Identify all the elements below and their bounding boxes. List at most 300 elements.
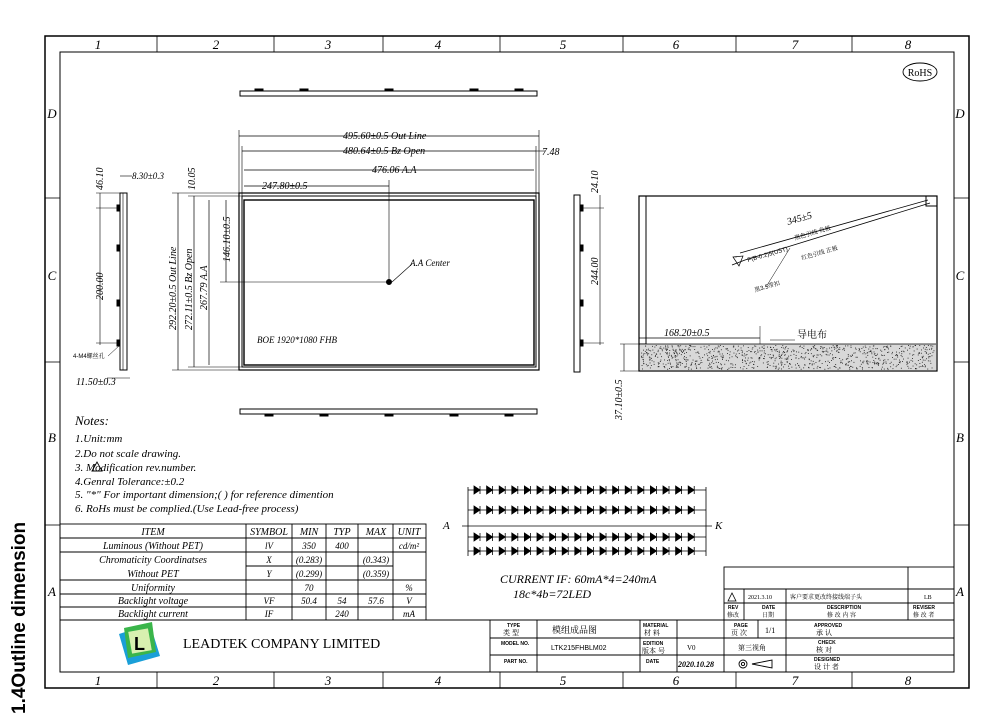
stipple-dot [729,368,730,369]
stipple-dot [672,347,673,348]
stipple-dot [718,352,719,353]
stipple-dot [934,350,935,351]
stipple-dot [712,368,713,369]
spec-cell: Backlight voltage [117,596,189,607]
grid-col-label: 8 [904,37,912,52]
stipple-dot [833,345,834,346]
stipple-dot [804,364,805,365]
material-label-en: MATERIAL [643,623,669,629]
stipple-dot [668,356,669,357]
stipple-dot [722,357,723,358]
rev-header-desc-cn: 修 改 内 容 [827,613,857,619]
right-middle: 244.00 [590,257,601,285]
stipple-dot [754,352,755,353]
grid-col-label: 4 [434,673,442,688]
stipple-dot [721,349,722,350]
led-diode [587,533,593,541]
stipple-dot [874,352,875,353]
stipple-dot [831,360,832,361]
stipple-dot [643,363,644,364]
spec-header-cell: ITEM [141,527,165,538]
stipple-dot [918,360,919,361]
stipple-dot [864,350,865,351]
spec-cell: 400 [335,541,349,551]
stipple-dot [829,362,830,363]
stipple-dot [697,361,698,362]
stipple-dot [659,363,660,364]
stipple-dot [723,357,724,358]
stipple-dot [925,351,926,352]
spec-cell: X [266,555,272,565]
stipple-dot [776,351,777,352]
stipple-dot [868,349,869,350]
stipple-dot [839,352,840,353]
stipple-dot [742,360,743,361]
stipple-dot [892,352,893,353]
led-diode [550,547,556,555]
stipple-dot [843,348,844,349]
led-diode [537,506,543,514]
stipple-dot [776,349,777,350]
stipple-dot [726,348,727,349]
stipple-dot [847,358,848,359]
stipple-dot [771,357,772,358]
stipple-dot [925,360,926,361]
stipple-dot [822,351,823,352]
stipple-dot [829,348,830,349]
stipple-dot [704,354,705,355]
stipple-dot [780,356,781,357]
check-en: CHECK [818,640,836,646]
stipple-dot [642,369,643,370]
stipple-dot [719,352,720,353]
spec-cell: V [406,596,412,606]
stipple-dot [706,353,707,354]
stipple-dot [861,364,862,365]
stipple-dot [691,364,692,365]
led-diode [587,486,593,494]
stipple-dot [737,357,738,358]
stipple-dot [826,351,827,352]
stipple-dot [923,360,924,361]
stipple-dot [851,356,852,357]
stipple-dot [860,366,861,367]
stipple-dot [932,368,933,369]
stipple-dot [876,355,877,356]
stipple-dot [803,348,804,349]
stipple-dot [665,349,666,350]
stipple-dot [719,368,720,369]
stipple-dot [839,358,840,359]
stipple-dot [757,350,758,351]
stipple-dot [846,359,847,360]
back-bottom-offset: 37.10±0.5 [614,379,625,420]
stipple-dot [930,363,931,364]
stipple-dot [919,345,920,346]
stipple-dot [932,346,933,347]
type-value: 模组成品图 [552,625,598,635]
stipple-dot [781,361,782,362]
stipple-dot [642,365,643,366]
led-diode [587,547,593,555]
stipple-dot [809,359,810,360]
stipple-dot [874,363,875,364]
stipple-dot [676,356,677,357]
stipple-dot [871,353,872,354]
stipple-dot [691,369,692,370]
stipple-dot [787,359,788,360]
stipple-dot [848,354,849,355]
stipple-dot [856,357,857,358]
stipple-dot [922,357,923,358]
stipple-dot [695,363,696,364]
stipple-dot [826,354,827,355]
designed-cn: 设 计 者 [814,664,839,671]
stipple-dot [666,350,667,351]
stipple-dot [744,366,745,367]
stipple-dot [930,361,931,362]
stipple-dot [699,356,700,357]
stipple-dot [696,367,697,368]
led-diode [550,486,556,494]
stipple-dot [757,366,758,367]
stipple-dot [646,350,647,351]
left-top-offset: 46.10 [95,167,106,190]
stipple-dot [890,366,891,367]
stipple-dot [695,361,696,362]
stipple-dot [882,367,883,368]
stipple-dot [852,355,853,356]
stipple-dot [784,364,785,365]
stipple-dot [813,368,814,369]
stipple-dot [907,364,908,365]
stipple-dot [733,346,734,347]
stipple-dot [762,350,763,351]
led-diode [575,547,581,555]
stipple-dot [848,356,849,357]
stipple-dot [788,366,789,367]
rev-header-rev-cn: 修改 [727,613,740,619]
stipple-dot [667,369,668,370]
stipple-dot [672,358,673,359]
stipple-dot [909,353,910,354]
stipple-dot [921,350,922,351]
stipple-dot [710,353,711,354]
stipple-dot [749,350,750,351]
stipple-dot [797,363,798,364]
stipple-dot [834,347,835,348]
led-diode [524,486,530,494]
stipple-dot [865,346,866,347]
dim-top-gap: 10.05 [187,167,198,190]
stipple-dot [887,347,888,348]
grid-col-label: 3 [324,37,332,52]
stipple-dot [929,356,930,357]
stipple-dot [866,361,867,362]
stipple-dot [877,348,878,349]
stipple-dot [763,348,764,349]
stipple-dot [783,348,784,349]
stipple-dot [700,368,701,369]
led-diode [575,486,581,494]
stipple-dot [736,354,737,355]
stipple-dot [886,346,887,347]
stipple-dot [692,362,693,363]
stipple-dot [678,345,679,346]
stipple-dot [708,365,709,366]
stipple-dot [798,358,799,359]
stipple-dot [884,359,885,360]
stipple-dot [888,359,889,360]
stipple-dot [728,360,729,361]
led-diode [562,486,568,494]
stipple-dot [860,360,861,361]
stipple-dot [819,367,820,368]
led-diode [600,486,606,494]
stipple-dot [713,363,714,364]
stipple-dot [669,353,670,354]
stipple-dot [924,345,925,346]
stipple-dot [925,349,926,350]
stipple-dot [823,348,824,349]
stipple-dot [926,353,927,354]
page-value: 1/1 [765,626,776,635]
stipple-dot [696,361,697,362]
stipple-dot [729,354,730,355]
led-diode [663,547,669,555]
stipple-dot [776,357,777,358]
led-count: 18c*4b=72LED [513,587,592,601]
spec-cell: VF [263,596,275,606]
stipple-dot [715,347,716,348]
stipple-dot [915,345,916,346]
designed-en: DESIGNED [814,657,841,663]
stipple-dot [875,358,876,359]
grid-col-label: 6 [672,37,680,52]
stipple-dot [649,357,650,358]
stipple-dot [641,356,642,357]
stipple-dot [772,351,773,352]
stipple-dot [788,357,789,358]
stipple-dot [855,352,856,353]
spec-cell: Luminous (Without PET) [102,541,204,552]
rev-header-date-cn: 日期 [762,613,775,619]
stipple-dot [808,353,809,354]
stipple-dot [874,354,875,355]
stipple-dot [742,352,743,353]
stipple-dot [813,361,814,362]
stipple-dot [888,352,889,353]
stipple-dot [897,355,898,356]
stipple-dot [723,346,724,347]
stipple-dot [779,354,780,355]
stipple-dot [665,352,666,353]
stipple-dot [805,357,806,358]
stipple-dot [676,362,677,363]
stipple-dot [887,352,888,353]
led-diode [537,547,543,555]
stipple-dot [868,364,869,365]
stipple-dot [712,349,713,350]
dim-outline-height: 292.20±0.5 Out Line [168,246,179,330]
stipple-dot [828,368,829,369]
wire-red: 红色引线 正极 [800,245,839,262]
stipple-dot [785,349,786,350]
stipple-dot [928,354,929,355]
stipple-dot [779,352,780,353]
type-label-en: TYPE [507,623,521,629]
stipple-dot [875,355,876,356]
stipple-dot [811,353,812,354]
led-diode [575,533,581,541]
check-cn: 核 对 [816,647,832,654]
dim-half-width: 247.80±0.5 [262,181,308,192]
stipple-dot [676,352,677,353]
stipple-dot [840,368,841,369]
stipple-dot [836,348,837,349]
stipple-dot [709,352,710,353]
stipple-dot [654,347,655,348]
stipple-dot [849,361,850,362]
stipple-dot [772,357,773,358]
stipple-dot [915,363,916,364]
stipple-dot [931,345,932,346]
stipple-dot [773,355,774,356]
stipple-dot [756,353,757,354]
dim-bz-height: 272.11±0.5 Bz Open [184,248,195,330]
stipple-dot [816,357,817,358]
led-diode [524,547,530,555]
led-diode [688,533,694,541]
grid-col-label: 8 [904,673,912,688]
stipple-dot [754,361,755,362]
stipple-dot [859,348,860,349]
stipple-dot [795,365,796,366]
stipple-dot [785,347,786,348]
stipple-dot [882,364,883,365]
company-logo [119,622,160,665]
stipple-dot [670,364,671,365]
stipple-dot [851,366,852,367]
stipple-dot [685,346,686,347]
stipple-dot [677,366,678,367]
stipple-dot [848,365,849,366]
led-diode [537,486,543,494]
stipple-dot [849,369,850,370]
spec-cell: Chromaticity Coordinatses [99,555,207,566]
dim-gap-right: 7.48 [542,147,560,158]
stipple-dot [763,363,764,364]
model-label: MODEL NO. [501,641,530,647]
stipple-dot [913,346,914,347]
stipple-dot [912,355,913,356]
stipple-dot [765,353,766,354]
stipple-dot [896,359,897,360]
stipple-dot [712,361,713,362]
stipple-dot [841,361,842,362]
stipple-dot [685,366,686,367]
stipple-dot [907,362,908,363]
grid-row-label: C [47,268,57,283]
stipple-dot [820,346,821,347]
stipple-dot [674,352,675,353]
stipple-dot [659,348,660,349]
stipple-dot [824,347,825,348]
stipple-dot [727,349,728,350]
stipple-dot [672,345,673,346]
stipple-dot [770,365,771,366]
led-diode [625,506,631,514]
stipple-dot [775,360,776,361]
stipple-dot [748,347,749,348]
stipple-dot [783,351,784,352]
stipple-dot [890,363,891,364]
stipple-dot [817,368,818,369]
spec-cell: % [405,583,413,593]
back-offset: 168.20±0.5 [664,328,710,339]
stipple-dot [668,363,669,364]
stipple-dot [658,364,659,365]
stipple-dot [717,348,718,349]
stipple-dot [675,359,676,360]
stipple-dot [651,358,652,359]
stipple-dot [701,360,702,361]
dim-aa-height: 267.79 A.A [199,265,210,310]
stipple-dot [648,349,649,350]
stipple-dot [672,357,673,358]
led-diode [487,533,493,541]
note-4: 4.Genral Tolerance:±0.2 [75,476,185,488]
led-diode [613,533,619,541]
stipple-dot [786,346,787,347]
stipple-dot [838,349,839,350]
stipple-dot [856,368,857,369]
grid-row-label: B [956,430,964,445]
stipple-dot [661,348,662,349]
stipple-dot [684,353,685,354]
stipple-dot [700,363,701,364]
stipple-dot [764,356,765,357]
stipple-dot [854,362,855,363]
stipple-dot [846,365,847,366]
stipple-dot [669,368,670,369]
spec-cell: Without PET [127,569,179,580]
stipple-dot [786,359,787,360]
stipple-dot [812,365,813,366]
stipple-dot [685,349,686,350]
stipple-dot [822,363,823,364]
led-diode [663,533,669,541]
stipple-dot [777,351,778,352]
stipple-dot [744,356,745,357]
stipple-dot [704,346,705,347]
stipple-dot [837,347,838,348]
stipple-dot [690,350,691,351]
stipple-dot [734,353,735,354]
spec-cell: (0.283) [295,555,323,565]
stipple-dot [739,353,740,354]
stipple-dot [762,347,763,348]
led-diagram [462,486,712,556]
stipple-dot [870,350,871,351]
aa-center-label: A.A Center [410,258,450,268]
stipple-dot [668,357,669,358]
stipple-dot [742,362,743,363]
stipple-dot [839,347,840,348]
stipple-dot [866,357,867,358]
grid-col-label: 7 [791,37,799,52]
stipple-dot [759,360,760,361]
